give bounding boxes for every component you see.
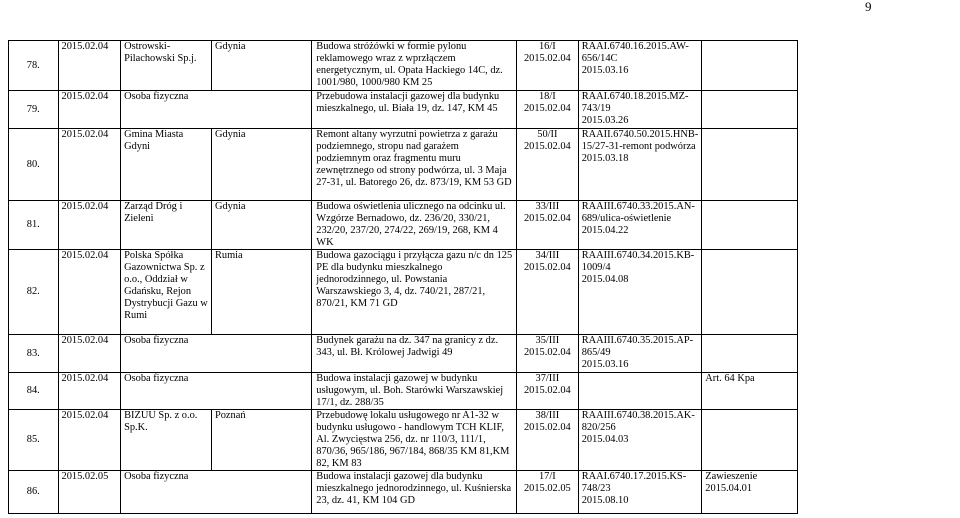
table-row xyxy=(9,471,960,514)
decision-number: RAAI.6740.17.2015.KS-748/23 xyxy=(581,471,687,494)
case-number-number: 18/I xyxy=(538,91,556,102)
decision-number: RAAIII.6740.34.2015.KB-1009/4 xyxy=(581,250,695,273)
case-number xyxy=(517,41,579,91)
works-description: Budowa stróżówki w formie pylonu reklamowego wraz z wprzłączem energetycznym, ul. Opata Hackiego 14C, dz. 1001/980, 1000/980 KM 25 xyxy=(312,41,517,91)
table-row xyxy=(9,335,960,373)
investor: Osoba fizyczna xyxy=(121,91,312,129)
works-description: Przebudowa instalacji gazowej dla budynku mieszkalnego, ul. Biała 19, dz. 147, KM 45 xyxy=(312,91,517,129)
case-number-number: 35/III xyxy=(535,335,560,346)
table-row xyxy=(9,201,960,250)
location: Gdynia xyxy=(211,129,311,201)
submission-date: 2015.02.04 xyxy=(58,91,121,129)
row-number: 86. xyxy=(9,471,59,514)
case-number xyxy=(517,471,579,514)
decision-number: RAAIII.6740.35.2015.AP-865/49 xyxy=(581,335,694,358)
case-number-date: 2015.02.04 xyxy=(523,262,571,273)
case-number xyxy=(517,335,579,373)
decision-date: 2015.03.26 xyxy=(581,115,629,126)
works-description: Przebudowę lokalu usługowego nr A1-32 w budynku usługowo - handlowym TCH KLIF, Al. Zwycięstwa 256, dz. nr 110/3, 111/1, 870/36, 965/186, 967/184, 868/35 KM 81,KM 82, KM 83 xyxy=(312,410,517,471)
decision-date: 2015.03.16 xyxy=(581,359,629,370)
decision-date: 2015.08.10 xyxy=(581,495,629,506)
case-number-number: 38/III xyxy=(535,410,560,421)
case-number xyxy=(517,91,579,129)
investor: Osoba fizyczna xyxy=(121,471,312,514)
decision-number: RAAI.6740.16.2015.AW-656/14C xyxy=(581,41,689,64)
row-number: 84. xyxy=(9,373,59,410)
table-row xyxy=(9,250,960,335)
table-row xyxy=(9,373,960,410)
location: Poznań xyxy=(211,410,311,471)
works-description: Budowa instalacji gazowej dla budynku mieszkalnego jednorodzinnego, ul. Kuśnierska 23, dz. 41, KM 104 GD xyxy=(312,471,517,514)
notes: Art. 64 Kpa xyxy=(702,373,797,410)
decision xyxy=(578,41,702,91)
case-number xyxy=(517,129,579,201)
case-number-date: 2015.02.04 xyxy=(523,422,571,433)
case-number-number: 17/I xyxy=(538,471,556,482)
case-number xyxy=(517,373,579,410)
decision xyxy=(578,373,702,410)
table-row xyxy=(9,410,960,471)
submission-date: 2015.02.04 xyxy=(58,335,121,373)
case-number-date: 2015.02.04 xyxy=(523,103,571,114)
notes xyxy=(702,91,797,129)
row-number: 83. xyxy=(9,335,59,373)
case-number xyxy=(517,250,579,335)
table-row xyxy=(9,129,960,201)
decision-number: RAAIII.6740.33.2015.AN-689/ulica-oświetlenie xyxy=(581,201,695,224)
investor: Zarząd Dróg i Zieleni xyxy=(121,201,212,250)
decision-number: RAAIII.6740.38.2015.AK-820/256 xyxy=(581,410,695,433)
case-number-number: 16/I xyxy=(538,41,556,52)
decision-number: RAAI.6740.18.2015.MZ-743/19 xyxy=(581,91,689,114)
works-description: Budowa instalacji gazowej w budynku usługowym, ul. Boh. Starówki Warszawskiej 17/1, dz. 288/35 xyxy=(312,373,517,410)
table-row xyxy=(9,91,960,129)
location: Rumia xyxy=(211,250,311,335)
submission-date: 2015.02.04 xyxy=(58,250,121,335)
decision xyxy=(578,410,702,471)
decision-date: 2015.03.16 xyxy=(581,65,629,76)
register-table xyxy=(8,40,960,514)
location: Gdynia xyxy=(211,201,311,250)
register-body xyxy=(9,41,960,514)
decision-date: 2015.04.08 xyxy=(581,274,629,285)
works-description: Budowa oświetlenia ulicznego na odcinku ul. Wzgórze Bernadowo, dz. 236/20, 330/21, 232/20, 237/20, 274/22, 269/19, 268, KM 4 WK xyxy=(312,201,517,250)
investor: Osoba fizyczna xyxy=(121,373,312,410)
case-number-date: 2015.02.04 xyxy=(523,385,571,396)
submission-date: 2015.02.05 xyxy=(58,471,121,514)
case-number-date: 2015.02.04 xyxy=(523,141,571,152)
submission-date: 2015.02.04 xyxy=(58,201,121,250)
decision xyxy=(578,129,702,201)
submission-date: 2015.02.04 xyxy=(58,410,121,471)
notes xyxy=(702,335,797,373)
investor: Polska Spółka Gazownictwa Sp. z o.o., Oddział w Gdańsku, Rejon Dystrybucji Gazu w Rumi xyxy=(121,250,212,335)
case-number-number: 33/III xyxy=(535,201,560,212)
case-number xyxy=(517,410,579,471)
decision xyxy=(578,201,702,250)
table-row xyxy=(9,41,960,91)
notes xyxy=(702,129,797,201)
submission-date: 2015.02.04 xyxy=(58,373,121,410)
submission-date: 2015.02.04 xyxy=(58,41,121,91)
investor: BIZUU Sp. z o.o. Sp.K. xyxy=(121,410,212,471)
works-description: Budowa gazociągu i przyłącza gazu n/c dn 125 PE dla budynku mieszkalnego jednorodzinnego, ul. Powstania Warszawskiego 3, 4, dz. 740/21, 287/21, 870/21, KM 71 GD xyxy=(312,250,517,335)
row-number: 78. xyxy=(9,41,59,91)
row-number: 85. xyxy=(9,410,59,471)
case-number-date: 2015.02.05 xyxy=(523,483,571,494)
case-number-number: 34/III xyxy=(535,250,560,261)
row-number: 80. xyxy=(9,129,59,201)
decision-number: RAAII.6740.50.2015.HNB-15/27-31-remont podwórza xyxy=(581,129,699,152)
row-number: 79. xyxy=(9,91,59,129)
notes: Zawieszenie 2015.04.01 xyxy=(702,471,797,514)
submission-date: 2015.02.04 xyxy=(58,129,121,201)
decision-date: 2015.04.03 xyxy=(581,434,629,445)
case-number xyxy=(517,201,579,250)
row-number: 81. xyxy=(9,201,59,250)
investor: Gmina Miasta Gdyni xyxy=(121,129,212,201)
investor: Osoba fizyczna xyxy=(121,335,312,373)
decision xyxy=(578,471,702,514)
decision xyxy=(578,335,702,373)
works-description: Budynek garażu na dz. 347 na granicy z dz. 343, ul. Bł. Królowej Jadwigi 49 xyxy=(312,335,517,373)
page-number: 9 xyxy=(865,0,872,14)
works-description: Remont altany wyrzutni powietrza z garażu podziemnego, stropu nad garażem podziemnym oraz fragmentu muru zewnętrznego od strony podwórza, ul. 3 Maja 27-31, ul. Batorego 26, dz. 873/19, KM 53 GD xyxy=(312,129,517,201)
decision xyxy=(578,250,702,335)
case-number-date: 2015.02.04 xyxy=(523,347,571,358)
investor: Ostrowski-Pilachowski Sp.j. xyxy=(121,41,212,91)
case-number-number: 37/III xyxy=(535,373,560,384)
location: Gdynia xyxy=(211,41,311,91)
decision-date: 2015.03.18 xyxy=(581,153,629,164)
case-number-number: 50/II xyxy=(537,129,558,140)
notes xyxy=(702,250,797,335)
decision-date: 2015.04.22 xyxy=(581,225,629,236)
decision xyxy=(578,91,702,129)
case-number-date: 2015.02.04 xyxy=(523,213,571,224)
notes xyxy=(702,201,797,250)
case-number-date: 2015.02.04 xyxy=(523,53,571,64)
row-number: 82. xyxy=(9,250,59,335)
notes xyxy=(702,41,797,91)
notes xyxy=(702,410,797,471)
